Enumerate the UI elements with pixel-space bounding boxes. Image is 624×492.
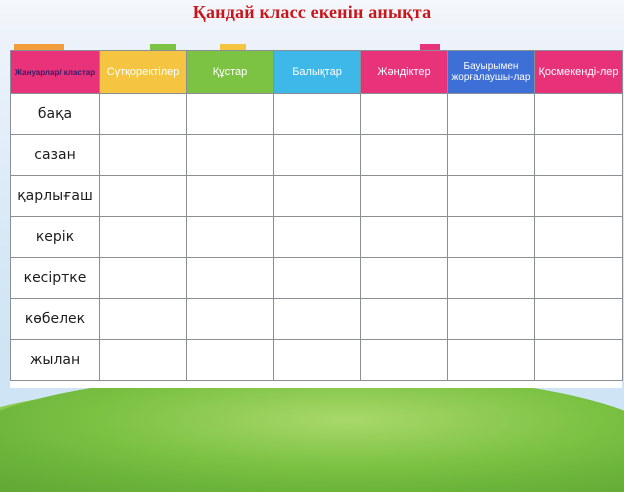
answer-cell[interactable]	[274, 258, 361, 299]
answer-cell[interactable]	[361, 299, 448, 340]
table-row	[11, 340, 623, 381]
answer-cell[interactable]	[274, 135, 361, 176]
answer-cell[interactable]	[535, 340, 623, 381]
answer-cell[interactable]	[274, 299, 361, 340]
table-row	[11, 217, 623, 258]
answer-cell[interactable]	[100, 94, 187, 135]
answer-cell[interactable]	[100, 340, 187, 381]
header-fish: Балықтар	[274, 51, 361, 94]
header-reptiles: Бауырымен жорғалаушы-лар	[448, 51, 535, 94]
answer-cell[interactable]	[100, 217, 187, 258]
answer-cell[interactable]	[100, 135, 187, 176]
answer-cell[interactable]	[361, 176, 448, 217]
table-row	[11, 176, 623, 217]
answer-cell[interactable]	[187, 217, 274, 258]
answer-cell[interactable]	[535, 299, 623, 340]
answer-cell[interactable]	[448, 340, 535, 381]
answer-cell[interactable]	[448, 176, 535, 217]
header-row	[11, 51, 623, 94]
answer-cell[interactable]	[535, 135, 623, 176]
table-row	[11, 299, 623, 340]
answer-cell[interactable]	[274, 217, 361, 258]
answer-cell[interactable]	[187, 94, 274, 135]
classification-table	[10, 50, 622, 388]
table-row	[11, 135, 623, 176]
answer-cell[interactable]	[187, 135, 274, 176]
background-hill	[0, 372, 624, 492]
answer-cell[interactable]	[187, 299, 274, 340]
answer-cell[interactable]	[274, 176, 361, 217]
row-label: көбелек	[11, 299, 100, 340]
answer-cell[interactable]	[448, 217, 535, 258]
answer-cell[interactable]	[187, 258, 274, 299]
answer-cell[interactable]	[361, 94, 448, 135]
table-row	[11, 258, 623, 299]
header-mammals: Сүтқоректілер	[100, 51, 187, 94]
answer-cell[interactable]	[448, 299, 535, 340]
header-animals: Жануарлар/ кластар	[11, 51, 100, 94]
row-label: бақа	[11, 94, 100, 135]
row-label: сазан	[11, 135, 100, 176]
answer-cell[interactable]	[187, 176, 274, 217]
answer-cell[interactable]	[361, 217, 448, 258]
row-label: қарлығаш	[11, 176, 100, 217]
answer-cell[interactable]	[274, 94, 361, 135]
row-label: керік	[11, 217, 100, 258]
row-label: кесіртке	[11, 258, 100, 299]
answer-cell[interactable]	[535, 217, 623, 258]
answer-cell[interactable]	[361, 340, 448, 381]
page-title: Қандай класс екенін анықта	[192, 2, 432, 22]
header-amphibians: Қосмекенді-лер	[535, 51, 623, 94]
answer-cell[interactable]	[448, 94, 535, 135]
answer-cell[interactable]	[535, 176, 623, 217]
header-insects: Жәндіктер	[361, 51, 448, 94]
answer-cell[interactable]	[448, 135, 535, 176]
answer-cell[interactable]	[100, 258, 187, 299]
answer-cell[interactable]	[274, 340, 361, 381]
answer-cell[interactable]	[448, 258, 535, 299]
answer-cell[interactable]	[361, 258, 448, 299]
header-birds: Құстар	[187, 51, 274, 94]
answer-cell[interactable]	[100, 299, 187, 340]
table-row	[11, 94, 623, 135]
answer-cell[interactable]	[535, 94, 623, 135]
row-label: жылан	[11, 340, 100, 381]
answer-cell[interactable]	[535, 258, 623, 299]
answer-cell[interactable]	[361, 135, 448, 176]
answer-cell[interactable]	[187, 340, 274, 381]
answer-cell[interactable]	[100, 176, 187, 217]
